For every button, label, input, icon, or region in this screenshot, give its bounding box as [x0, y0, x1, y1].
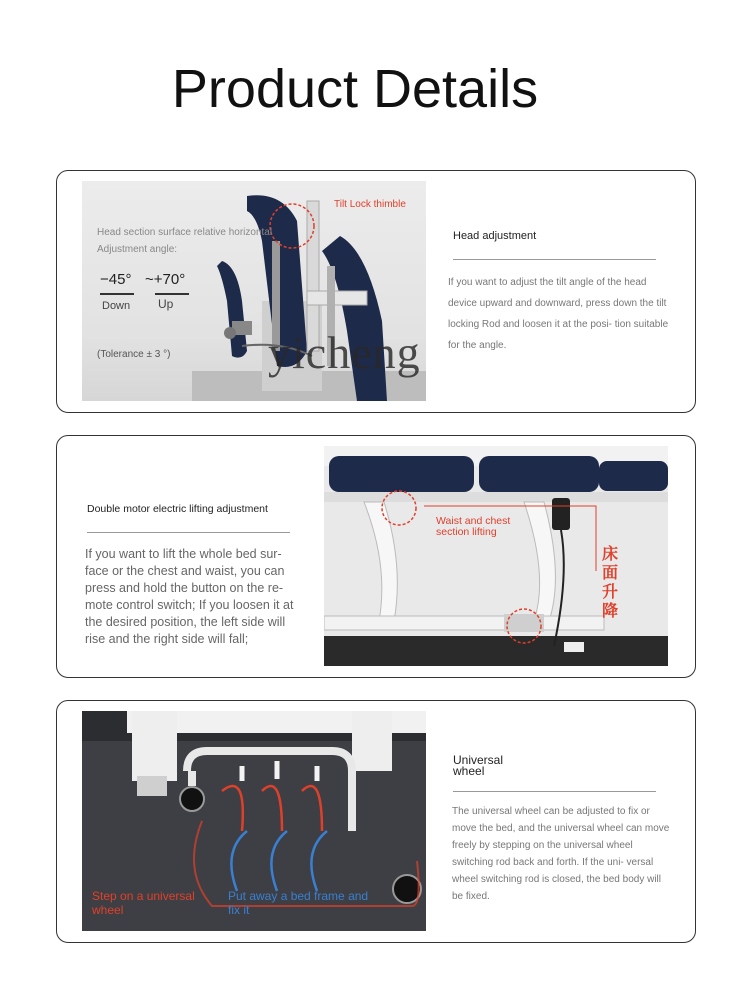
up-underline: [155, 293, 189, 295]
down-label: Down: [102, 300, 131, 312]
down-angle-value: −45°: [100, 271, 132, 288]
down-underline: [100, 293, 134, 295]
put-away-label: Put away a bed frame and fix it: [228, 889, 369, 917]
photo-lifting-adjustment: [324, 446, 668, 666]
up-angle-value: ~+70°: [145, 271, 186, 288]
divider-universal-wheel: [453, 791, 656, 792]
description-universal-wheel: The universal wheel can be adjusted to fix or move the bed, and the universal wheel can move freely by stepping on the universal wheel switching rod back and forth. If the uni- versal wheel switching rod is closed, the bed body will be fixed.: [452, 806, 670, 902]
watermark-text: yicheng: [268, 327, 421, 378]
heading-lifting-adjustment: Double motor electric lifting adjustment: [87, 503, 268, 515]
heading-universal-wheel: Universal wheel: [453, 753, 504, 778]
page-title: Product Details: [171, 59, 539, 119]
divider-lifting-adjustment: [87, 532, 290, 533]
description-lifting-adjustment: If you want to lift the whole bed sur- face or the chest and waist, you can press and hold the button on the re- mote control switch; If you loosen it at the desired position, the left side will rise and the right side will fall;: [85, 547, 294, 646]
divider-head-adjustment: [453, 259, 656, 260]
heading-head-adjustment: Head adjustment: [453, 230, 537, 242]
vertical-red-label: 床面升降: [602, 544, 619, 620]
tolerance-text: (Tolerance ± 3 °): [97, 349, 171, 360]
card-universal-wheel: [56, 700, 696, 943]
callout-waist-chest: Waist and chest section lifting: [436, 515, 511, 538]
surface-relative-text: Head section surface relative horizontal: [97, 227, 273, 238]
adjustment-angle-label: Adjustment angle:: [97, 244, 178, 255]
card-lifting-adjustment: [56, 435, 696, 678]
callout-tilt-lock: Tilt Lock thimble: [334, 199, 406, 210]
photo-universal-wheel: [82, 711, 426, 931]
description-head-adjustment: If you want to adjust the tilt angle of the head device upward and downward, press down the tilt locking Rod and loosen it at the posi- tion suitable for the angle.: [448, 277, 669, 351]
step-universal-label: Step on a universal wheel: [92, 889, 195, 917]
up-label: Up: [158, 297, 174, 311]
